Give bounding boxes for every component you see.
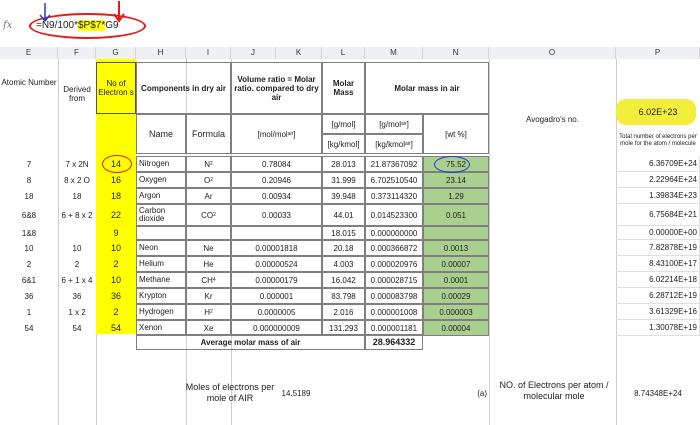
formula-subscript: 4 [212, 276, 216, 283]
avg-molar-mass-value[interactable]: 28.964332 [365, 334, 423, 350]
column-header-o[interactable]: O [489, 47, 616, 59]
cell-electrons[interactable]: 22 [110, 209, 121, 220]
cell-electrons[interactable]: 14 [110, 158, 121, 169]
column-header-f[interactable]: F [58, 47, 96, 59]
cell-electrons[interactable]: 2 [113, 258, 119, 269]
column-header-m[interactable]: M [365, 47, 423, 59]
cell-wt-percent[interactable]: 1.29 [423, 188, 489, 204]
cell-volume-ratio[interactable]: 0.00000524 [231, 256, 322, 272]
cell-mass-in-air[interactable]: 0.014523300 [365, 204, 423, 226]
unit-kgkmol[interactable]: [kg/kmol] [322, 134, 365, 154]
unit-gmol-air-sub: air [401, 120, 407, 127]
cell-volume-ratio[interactable]: 0.00001818 [231, 240, 322, 256]
cell-wt-percent[interactable]: 0.0001 [423, 272, 489, 288]
cell-atomic-number[interactable]: 2 [26, 259, 32, 269]
cell-atomic-number[interactable]: 1 [26, 307, 32, 317]
cell-total-electrons[interactable]: 6.75684E+21 [616, 204, 700, 226]
column-header-k[interactable]: K [276, 47, 322, 59]
formula-text: Ne [203, 243, 214, 253]
cell-electrons[interactable]: 2 [113, 306, 119, 317]
cell-wt-percent[interactable]: 0.0013 [423, 240, 489, 256]
cell-wt-percent[interactable]: 23.14 [423, 172, 489, 188]
cell-atomic-number[interactable]: 1&8 [21, 228, 37, 238]
cell-volume-ratio[interactable]: 0.00934 [231, 188, 322, 204]
cell-total-electrons[interactable]: 7.82878E+19 [616, 240, 700, 256]
no-of-electrons-header[interactable]: No of Electron s [96, 62, 136, 114]
cell-formula[interactable] [186, 172, 231, 188]
cell-formula[interactable] [186, 204, 231, 226]
cell-name[interactable]: Nitrogen [136, 156, 186, 172]
formula-bar[interactable] [0, 0, 700, 42]
cell-mass-in-air[interactable]: 0.373114320 [365, 188, 423, 204]
cell-total-electrons[interactable]: 0.00000E+00 [616, 226, 700, 240]
cell-mass-in-air[interactable]: 0.000028715 [365, 272, 423, 288]
unit-kgkmol-air-text: [kg/kmol [375, 139, 405, 149]
unit-molmol[interactable]: [mol/mol air ] [231, 114, 322, 154]
total-electrons-header[interactable]: Total number of electrons per mole for the atom / molecule [619, 134, 697, 147]
cell-wt-percent[interactable]: 0.00029 [423, 288, 489, 304]
cell-molar-mass[interactable]: 28.013 [322, 156, 365, 172]
cell-atomic-number[interactable]: 6&8 [21, 210, 37, 220]
cell-name[interactable] [136, 226, 186, 240]
cell-mass-in-air[interactable]: 0.000366872 [365, 240, 423, 256]
electrons-per-mole-value[interactable]: 8.74348E+24 [634, 388, 682, 398]
cell-molar-mass[interactable]: 4.003 [322, 256, 365, 272]
cell-molar-mass[interactable]: 131.293 [322, 320, 365, 336]
cell-name[interactable]: Hydrogen [136, 304, 186, 320]
moles-electrons-label[interactable]: Moles of electrons per mole of AIR [185, 382, 275, 403]
volume-ratio-header[interactable]: Volume ratio = Molar ratio. compared to dry air [231, 62, 322, 114]
cell-formula[interactable] [186, 288, 231, 304]
cell-molar-mass[interactable]: 39.948 [322, 188, 365, 204]
cell-formula[interactable] [186, 256, 231, 272]
column-header-i[interactable]: I [186, 47, 231, 59]
cell-derived-from[interactable]: 54 [72, 323, 82, 333]
cell-derived-from[interactable]: 7 x 2N [65, 159, 89, 169]
formula-subscript: 2 [210, 160, 213, 167]
cell-mass-in-air[interactable]: 0.000001008 [365, 304, 423, 320]
cell-derived-from[interactable]: 1 x 2 [68, 307, 86, 317]
cell-derived-from[interactable]: 36 [72, 291, 82, 301]
formula-text: CH [201, 275, 213, 285]
formula-text: O [203, 175, 211, 185]
cell-volume-ratio[interactable]: 0.00000179 [231, 272, 322, 288]
cell-formula[interactable] [186, 156, 231, 172]
unit-kgkmol-air[interactable]: [kg/kmol air ] [365, 134, 423, 154]
unit-gmol[interactable]: [g/mol] [322, 114, 365, 134]
cell-wt-percent[interactable]: 0.00004 [423, 320, 489, 336]
cell-atomic-number[interactable]: 6&1 [21, 275, 37, 285]
moles-electrons-value[interactable]: 14.5189 [281, 388, 311, 398]
cell-molar-mass[interactable]: 44.01 [322, 204, 365, 226]
cell-formula[interactable] [186, 188, 231, 204]
a-label[interactable]: (a) [477, 388, 487, 398]
formula-text: Kr [204, 291, 213, 301]
cell-volume-ratio[interactable]: 0.000001 [231, 288, 322, 304]
cell-total-electrons[interactable]: 6.28712E+19 [616, 288, 700, 304]
cell-electrons[interactable]: 36 [110, 290, 121, 301]
cell-volume-ratio[interactable]: 0.00033 [231, 204, 322, 226]
cell-derived-from[interactable]: 6 + 8 x 2 [61, 210, 93, 220]
formula-text: Xe [203, 323, 214, 333]
cell-total-electrons[interactable]: 6.36709E+24 [616, 156, 700, 172]
cell-electrons[interactable]: 9 [113, 227, 119, 238]
cell-volume-ratio[interactable]: 0.20946 [231, 172, 322, 188]
unit-molmol-text: [mol/mol [257, 129, 288, 139]
cell-volume-ratio[interactable]: 0.78084 [231, 156, 322, 172]
cell-name[interactable]: Methane [136, 272, 186, 288]
cell-mass-in-air[interactable]: 0.000001181 [365, 320, 423, 336]
column-header-l[interactable]: L [322, 47, 365, 59]
red-circle-annotation [102, 155, 132, 173]
cell-molar-mass[interactable]: 31.999 [322, 172, 365, 188]
cell-electrons[interactable]: 10 [110, 274, 121, 285]
avg-molar-mass-label[interactable]: Average molar mass of air [136, 334, 365, 350]
column-header-e[interactable]: E [0, 47, 58, 59]
cell-derived-from[interactable]: 8 x 2 O [64, 175, 90, 185]
formula-text: CO [201, 210, 214, 220]
formula-text: Ar [204, 191, 213, 201]
column-header-j[interactable]: J [231, 47, 276, 59]
cell-name[interactable]: Helium [136, 256, 186, 272]
cell-derived-from[interactable]: 2 [74, 259, 80, 269]
cell-formula[interactable] [186, 272, 231, 288]
unit-gmol-air[interactable]: [g/mol air ] [365, 114, 423, 134]
avogadro-label[interactable]: Avogadro's no. [526, 114, 579, 124]
cell-molar-mass[interactable]: 20.18 [322, 240, 365, 256]
cell-name[interactable]: Xenon [136, 320, 186, 336]
cell-wt-percent[interactable] [423, 226, 489, 240]
cell-molar-mass[interactable]: 2.016 [322, 304, 365, 320]
cell-atomic-number[interactable]: 8 [26, 175, 32, 185]
unit-gmol-air-text: [g/mol [379, 119, 401, 129]
cell-formula[interactable] [186, 226, 231, 240]
name-header[interactable]: Name [136, 114, 186, 154]
formula-header[interactable]: Formula [186, 114, 231, 154]
avogadro-value[interactable]: 6.02E+23 [638, 106, 678, 117]
cell-total-electrons[interactable]: 1.30078E+19 [616, 320, 700, 336]
cell-electrons[interactable]: 18 [110, 190, 121, 201]
cell-volume-ratio[interactable] [231, 226, 322, 240]
molar-mass-in-air-header[interactable]: Molar mass in air [365, 62, 489, 114]
cell-name[interactable]: Argon [136, 188, 186, 204]
atomic-number-header[interactable]: Atomic Number [1, 77, 57, 87]
cell-wt-percent[interactable]: 75.52 [423, 156, 489, 172]
cell-mass-in-air[interactable]: 0.000000000 [365, 226, 423, 240]
electrons-per-mole-label[interactable]: NO. of Electrons per atom / molecular mole [499, 380, 609, 401]
cell-wt-percent[interactable]: 0.000003 [423, 304, 489, 320]
cell-volume-ratio[interactable]: 0.000000009 [231, 320, 322, 336]
molar-mass-header[interactable]: Molar Mass [322, 62, 365, 114]
unit-molmol-sub: air [287, 130, 294, 137]
unit-kgkmol-air-sub: air [405, 140, 411, 147]
cell-mass-in-air[interactable]: 21.87367092 [365, 156, 423, 172]
cell-electrons[interactable]: 10 [110, 242, 121, 253]
cell-molar-mass[interactable]: 16.042 [322, 272, 365, 288]
blue-circle-annotation [434, 156, 470, 173]
cell-mass-in-air[interactable]: 6.702510540 [365, 172, 423, 188]
cell-volume-ratio[interactable]: 0.0000005 [231, 304, 322, 320]
unit-wt[interactable]: [wt %] [423, 114, 489, 154]
formula-suffix: G9 [105, 20, 119, 31]
cell-total-electrons[interactable]: 3.61329E+16 [616, 304, 700, 320]
formula-text: He [203, 259, 214, 269]
formula-subscript: 2 [210, 308, 213, 315]
cell-atomic-number[interactable]: 36 [24, 291, 34, 301]
components-header[interactable]: Components in dry air [136, 62, 231, 114]
column-header-g[interactable]: G [96, 47, 136, 59]
formula-text: N [204, 159, 210, 169]
cell-formula[interactable] [186, 240, 231, 256]
cell-derived-from[interactable] [58, 226, 96, 240]
fx-icon: fx [3, 20, 13, 31]
cell-atomic-number[interactable]: 10 [24, 243, 34, 253]
formula-subscript: 2 [210, 176, 213, 183]
cell-total-electrons[interactable]: 1.39834E+23 [616, 188, 700, 204]
cell-electrons[interactable]: 54 [110, 322, 121, 333]
cell-total-electrons[interactable]: 2.22964E+24 [616, 172, 700, 188]
cell-mass-in-air[interactable]: 0.000020976 [365, 256, 423, 272]
cell-name[interactable]: Carbon dioxide [136, 204, 186, 226]
cell-derived-from[interactable]: 18 [72, 191, 82, 201]
red-arrow-annotation [112, 0, 126, 24]
derived-from-header[interactable]: Derived from [63, 85, 91, 103]
cell-total-electrons[interactable]: 8.43100E+17 [616, 256, 700, 272]
cell-atomic-number[interactable]: 18 [24, 191, 34, 201]
cell-wt-percent[interactable]: 0.00007 [423, 256, 489, 272]
column-header-n[interactable]: N [423, 47, 489, 59]
formula-prefix: =N9/100* [36, 20, 78, 31]
cell-formula[interactable] [186, 304, 231, 320]
cell-name[interactable]: Oxygen [136, 172, 186, 188]
formula-subscript: 2 [213, 211, 216, 218]
cell-atomic-number[interactable]: 7 [26, 159, 32, 169]
formula-highlight: $P$7* [77, 20, 106, 31]
cell-molar-mass[interactable]: 83.798 [322, 288, 365, 304]
cell-name[interactable]: Krypton [136, 288, 186, 304]
cell-electrons[interactable]: 16 [110, 174, 121, 185]
formula-text: H [204, 307, 210, 317]
cell-derived-from[interactable]: 10 [72, 243, 82, 253]
column-header-h[interactable]: H [136, 47, 186, 59]
cell-mass-in-air[interactable]: 0.000083798 [365, 288, 423, 304]
cell-atomic-number[interactable]: 54 [24, 323, 34, 333]
cell-wt-percent[interactable]: 0.051 [423, 204, 489, 226]
cell-name[interactable]: Neon [136, 240, 186, 256]
blue-arrow-annotation [38, 2, 52, 24]
cell-total-electrons[interactable]: 6.02214E+18 [616, 272, 700, 288]
cell-derived-from[interactable]: 6 + 1 x 4 [61, 275, 93, 285]
cell-molar-mass[interactable]: 18.015 [322, 226, 365, 240]
column-header-p[interactable]: P [616, 47, 700, 59]
